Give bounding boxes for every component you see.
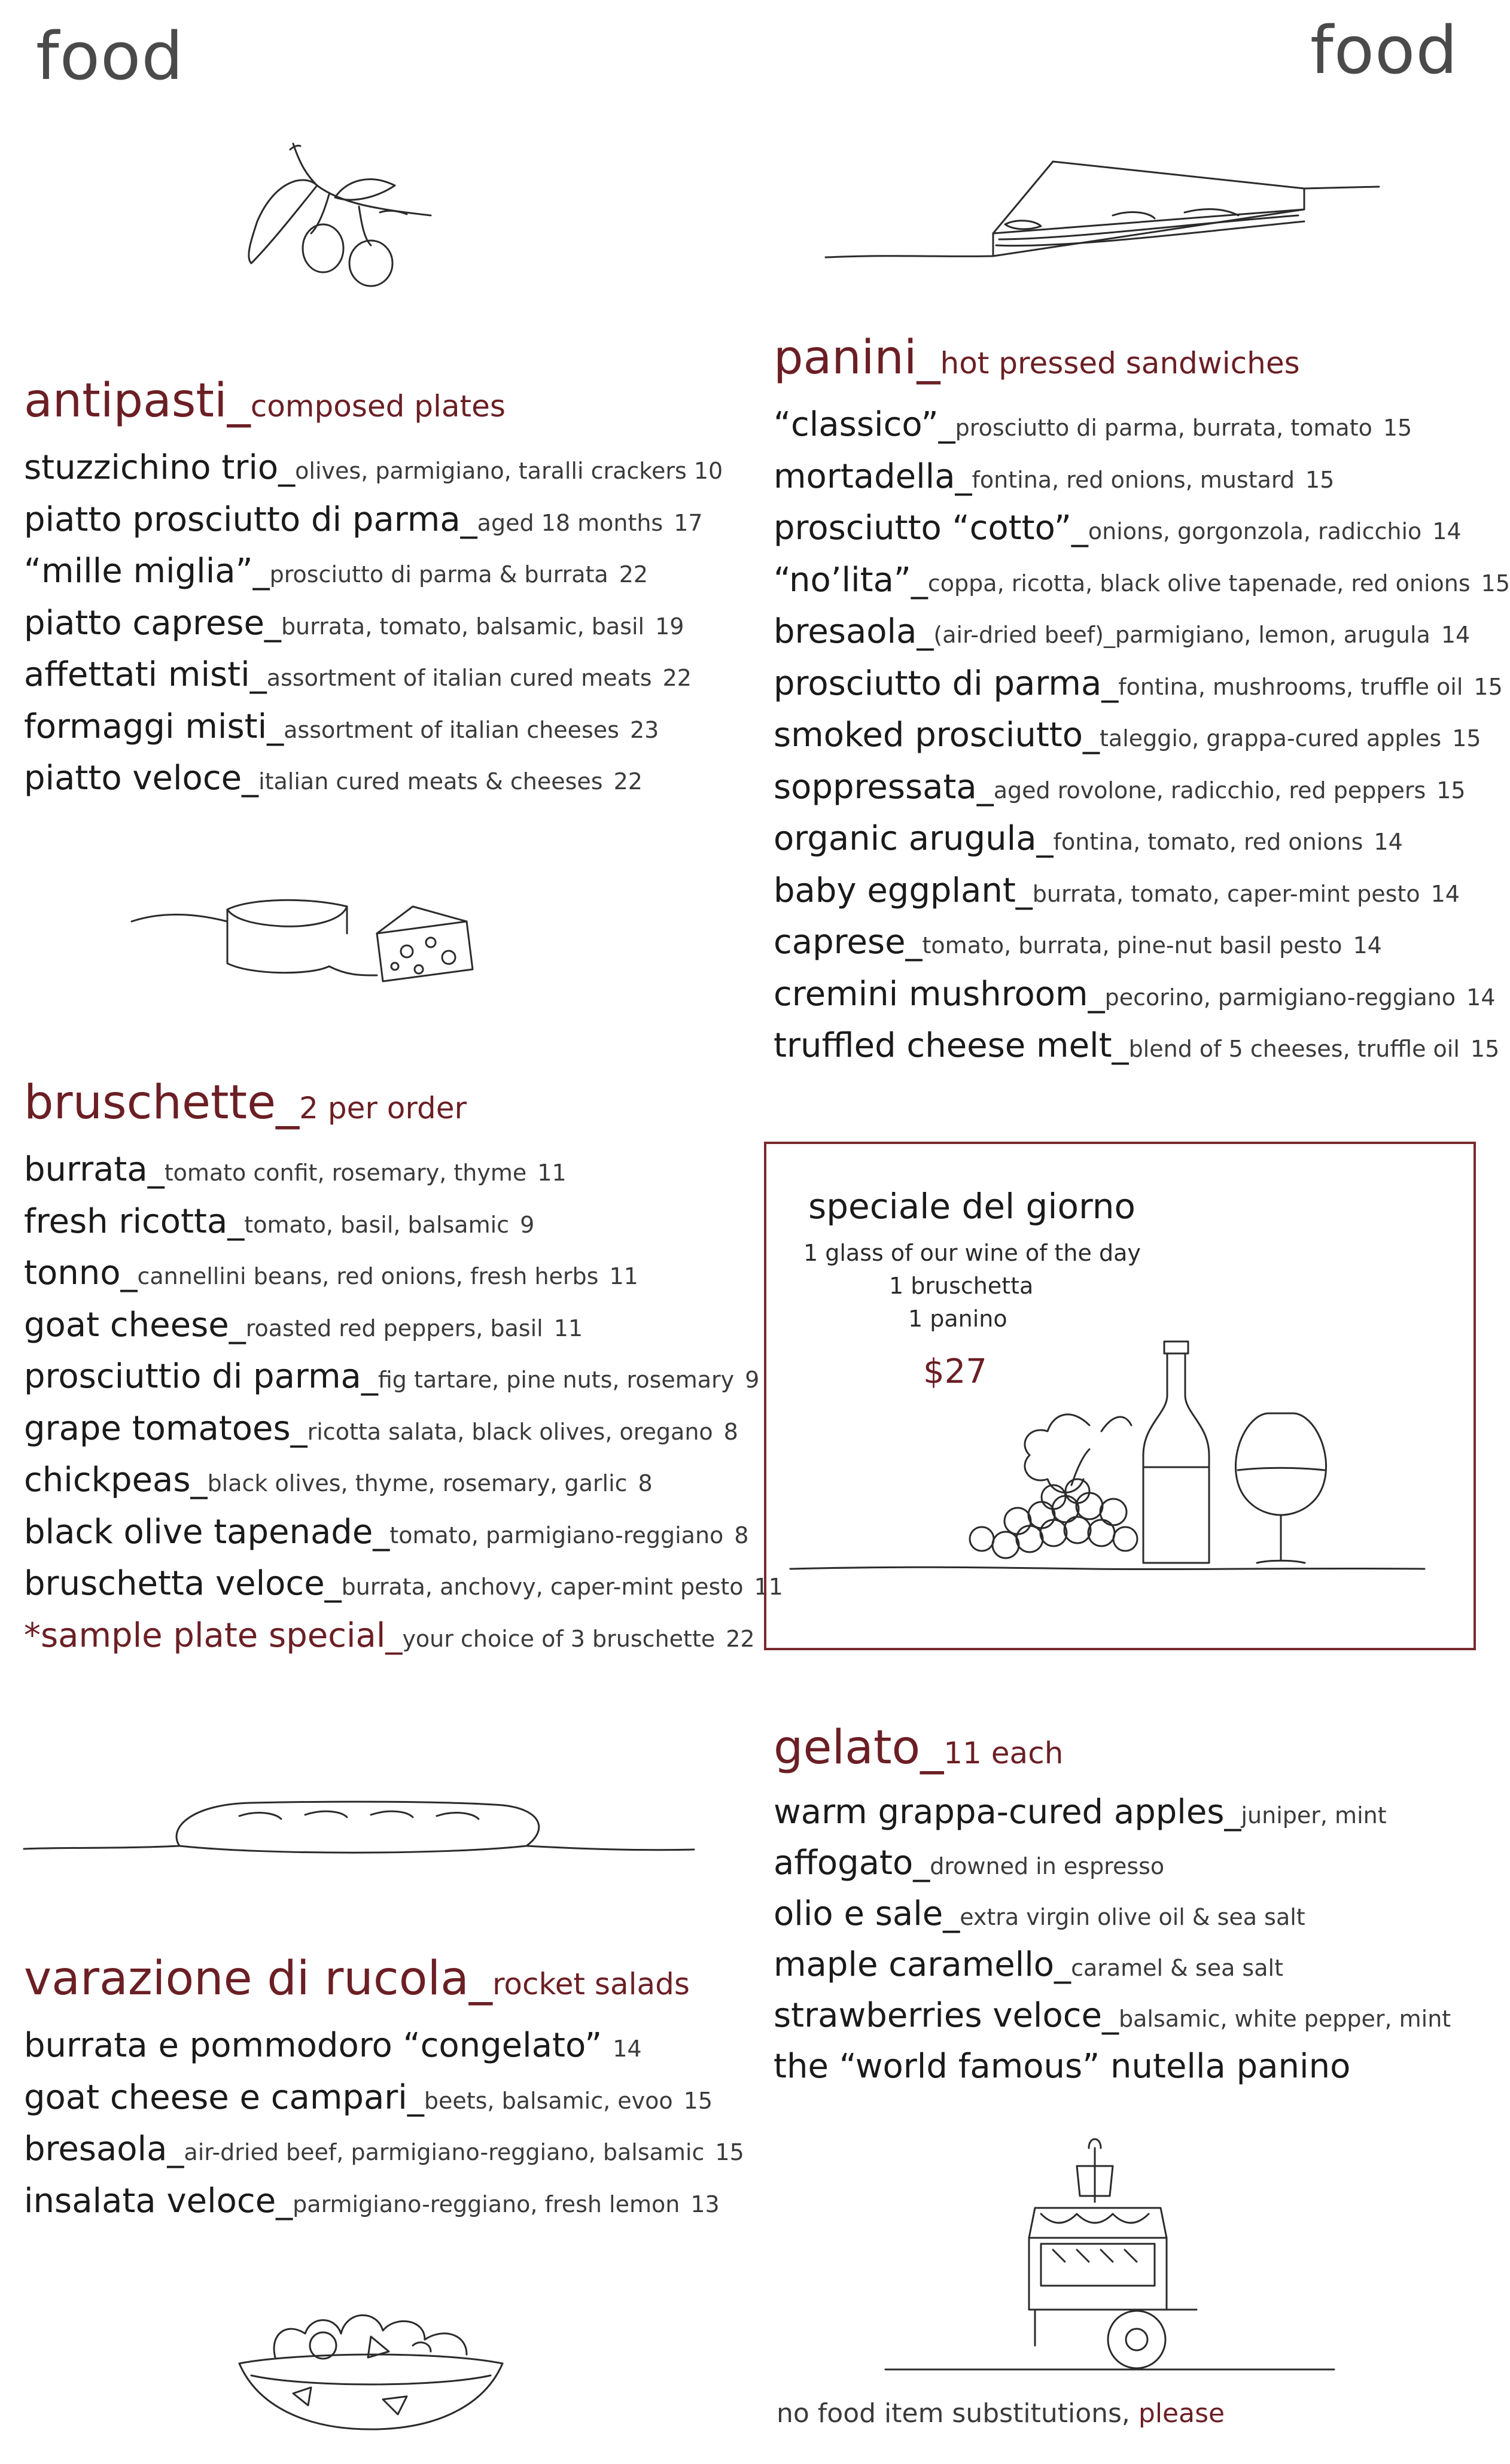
menu-item: [24, 1306, 783, 1358]
panini-heading: [774, 331, 1510, 385]
item-description: onions, gorgonzola, radicchio: [1088, 518, 1422, 544]
rucola-section: [24, 1952, 744, 2233]
item-price: 8: [734, 1522, 749, 1549]
item-description: tomato, burrata, pine-nut basil pesto: [922, 932, 1342, 959]
special-line: 1 bruschetta: [889, 1273, 1034, 1299]
menu-item: [774, 819, 1510, 871]
item-name: stuzzichino trio_: [24, 448, 296, 487]
menu-item: [24, 2078, 744, 2130]
item-name: piatto veloce_: [24, 759, 259, 798]
menu-item: [24, 2182, 744, 2234]
item-description: drowned in espresso: [930, 1853, 1165, 1879]
menu-item: [774, 716, 1510, 768]
item-name: the “world famous” nutella panino: [774, 2047, 1351, 2086]
item-name: soppressata_: [774, 767, 994, 807]
item-name: caprese_: [774, 923, 923, 962]
item-name: strawberries veloce_: [774, 1996, 1119, 2035]
item-description: blend of 5 cheeses, truffle oil: [1128, 1036, 1460, 1062]
rucola-subtitle: rocket salads: [492, 1967, 690, 2001]
item-description: fontina, tomato, red onions: [1053, 829, 1363, 855]
menu-item: [774, 1894, 1451, 1945]
antipasti-section: [24, 374, 723, 811]
item-description: prosciutto di parma, burrata, tomato: [955, 415, 1372, 441]
item-description: olives, parmigiano, taralli crackers 10: [295, 458, 723, 484]
food-title-right: food: [1310, 12, 1459, 89]
menu-item: [24, 448, 723, 500]
item-name: bresaola_: [24, 2130, 184, 2168]
item-name: piatto caprese_: [24, 603, 281, 643]
item-price: 22: [619, 561, 649, 588]
item-description: beets, balsamic, evoo: [424, 2087, 673, 2114]
item-description: assortment of italian cheeses: [284, 716, 619, 743]
item-description: fig tartare, pine nuts, rosemary: [378, 1367, 735, 1393]
item-price: 15: [1436, 777, 1466, 804]
item-description: parmigiano-reggiano, fresh lemon: [293, 2191, 680, 2217]
menu-item: [24, 1564, 783, 1616]
menu-item: [774, 664, 1510, 716]
footer-please: please: [1138, 2398, 1225, 2429]
item-name: “mille miglia”_: [24, 552, 270, 591]
menu-item: [24, 1461, 783, 1513]
item-name: warm grappa-cured apples_: [774, 1793, 1241, 1832]
item-name: prosciutto di parma_: [774, 664, 1119, 703]
item-name: chickpeas_: [24, 1461, 208, 1499]
menu-item: [24, 1513, 783, 1565]
item-price: 9: [745, 1367, 760, 1393]
item-price: 22: [662, 665, 692, 691]
item-price: 11: [609, 1263, 638, 1289]
item-description: tomato, basil, balsamic: [244, 1211, 510, 1238]
item-price: 11: [754, 1574, 783, 1600]
footer-note: [777, 2398, 1225, 2429]
menu-item: [774, 1844, 1451, 1894]
menu-item: [24, 604, 723, 656]
menu-item: [24, 552, 723, 604]
item-name: *sample plate special_: [24, 1616, 403, 1655]
special-of-the-day-box: [764, 1142, 1476, 1650]
menu-item: [774, 405, 1510, 457]
item-price: 15: [683, 2087, 713, 2114]
special-title: speciale del giorno: [808, 1186, 1136, 1227]
item-description: extra virgin olive oil & sea salt: [960, 1904, 1305, 1930]
item-price: 11: [553, 1315, 583, 1341]
item-price: 14: [1466, 984, 1496, 1011]
item-description: pecorino, parmigiano-reggiano: [1104, 984, 1456, 1011]
antipasti-title: antipasti_: [24, 374, 251, 428]
menu-item: [774, 561, 1510, 613]
item-name: prosciutto “cotto”_: [774, 509, 1088, 547]
food-title-left: food: [36, 18, 184, 95]
gelato-heading: [774, 1721, 1451, 1775]
menu-item: [24, 1202, 783, 1254]
menu-item: [774, 509, 1510, 561]
item-price: 23: [629, 716, 659, 743]
panini-section: [774, 331, 1510, 1078]
item-price: 11: [537, 1160, 567, 1186]
menu-item: [24, 707, 723, 759]
item-name: prosciuttio di parma_: [24, 1357, 378, 1396]
item-price: 15: [1470, 1036, 1500, 1062]
item-name: goat cheese_: [24, 1305, 246, 1344]
item-description: black olives, thyme, rosemary, garlic: [207, 1470, 628, 1496]
item-name: truffled cheese melt_: [774, 1026, 1129, 1065]
wine-grapes-icon: [790, 1324, 1448, 1623]
item-name: affettati misti_: [24, 655, 267, 694]
menu-item: [774, 1996, 1451, 2047]
menu-item: [774, 1793, 1451, 1844]
menu-item-special: [24, 1616, 783, 1668]
panini-subtitle: hot pressed sandwiches: [940, 346, 1300, 381]
item-price: 8: [638, 1470, 653, 1496]
bruschette-heading: [24, 1076, 783, 1130]
item-price: 14: [613, 2036, 642, 2062]
item-name: tonno_: [24, 1254, 138, 1292]
item-name: smoked prosciutto_: [774, 716, 1100, 755]
item-description: aged 18 months: [477, 509, 663, 536]
menu-item: [774, 1945, 1451, 1996]
item-name: maple caramello_: [774, 1945, 1071, 1984]
item-description: aged rovolone, radicchio, red peppers: [993, 777, 1426, 804]
item-description: burrata, anchovy, caper-mint pesto: [341, 1574, 744, 1600]
item-price: 17: [674, 509, 703, 536]
menu-item: [774, 768, 1510, 820]
item-name: burrata_: [24, 1150, 165, 1189]
item-description: assortment of italian cured meats: [266, 665, 652, 691]
item-name: organic arugula_: [774, 819, 1054, 858]
item-description: fontina, red onions, mustard: [972, 466, 1295, 493]
bruschette-section: [24, 1076, 783, 1668]
item-description: burrata, tomato, caper-mint pesto: [1032, 880, 1420, 907]
item-description: coppa, ricotta, black olive tapenade, red onions: [927, 570, 1471, 597]
item-description: prosciutto di parma & burrata: [269, 561, 608, 588]
special-line: 1 glass of our wine of the day: [803, 1240, 1141, 1266]
item-price: 9: [520, 1211, 535, 1238]
menu-item: [24, 2130, 744, 2182]
cheese-icon: [132, 886, 479, 1017]
item-name: black olive tapenade_: [24, 1512, 390, 1552]
panini-title: panini_: [774, 331, 940, 385]
item-price: 15: [1481, 570, 1510, 597]
item-name: baby eggplant_: [774, 871, 1033, 910]
item-description: italian cured meats & cheeses: [258, 768, 603, 795]
item-name: mortadella_: [774, 457, 972, 496]
item-description: cannellini beans, red onions, fresh herbs: [137, 1263, 599, 1289]
baguette-icon: [24, 1792, 694, 1870]
menu-item: [774, 975, 1510, 1027]
item-price: 14: [1432, 518, 1462, 544]
bruschette-title: bruschette_: [24, 1076, 300, 1130]
menu-item: [24, 655, 723, 707]
item-price: 8: [723, 1418, 738, 1445]
gelato-cart-icon: [885, 2130, 1340, 2381]
item-name: goat cheese e campari_: [24, 2077, 424, 2117]
item-description: fontina, mushrooms, truffle oil: [1118, 673, 1463, 700]
salad-bowl-icon: [233, 2298, 509, 2435]
menu-item: [774, 871, 1510, 923]
item-description: balsamic, white pepper, mint: [1118, 2006, 1451, 2032]
menu-item: [24, 1150, 783, 1202]
item-name: cremini mushroom_: [774, 974, 1105, 1014]
menu-item: [774, 2047, 1451, 2098]
item-description: juniper, mint: [1241, 1802, 1387, 1829]
special-line: 1 panino: [908, 1306, 1007, 1332]
gelato-subtitle: 11 each: [943, 1736, 1064, 1771]
item-price: 15: [1452, 725, 1481, 752]
item-price: 14: [1430, 880, 1460, 907]
special-price: $27: [923, 1352, 987, 1391]
menu-item: [24, 759, 723, 811]
item-name: affogato_: [774, 1844, 930, 1882]
item-name: olio e sale_: [774, 1894, 960, 1933]
menu-item: [24, 500, 723, 552]
menu-item: [24, 1409, 783, 1461]
rucola-title: varazione di rucola_: [24, 1952, 492, 2006]
item-price: 15: [1305, 466, 1335, 493]
menu-item: [24, 1254, 783, 1306]
item-name: piatto prosciutto di parma_: [24, 500, 477, 539]
item-description: caramel & sea salt: [1071, 1955, 1283, 1981]
menu-item: [774, 612, 1510, 664]
gelato-title: gelato_: [774, 1721, 944, 1775]
item-price: 22: [726, 1625, 755, 1652]
item-name: bruschetta veloce_: [24, 1564, 342, 1603]
item-name: “classico”_: [774, 405, 955, 444]
item-price: 19: [655, 613, 684, 640]
menu-item: [774, 1026, 1510, 1078]
item-description: roasted red peppers, basil: [245, 1315, 543, 1341]
item-price: 15: [1474, 673, 1503, 700]
item-name: bresaola_: [774, 612, 934, 651]
sandwich-icon: [826, 150, 1388, 269]
item-price: 14: [1374, 829, 1403, 855]
olive-branch-icon: [233, 138, 449, 293]
menu-item: [24, 1357, 783, 1409]
item-description: (air-dried beef)_parmigiano, lemon, arugula: [933, 622, 1430, 648]
item-description: tomato confit, rosemary, thyme: [164, 1160, 527, 1186]
item-description: air-dried beef, parmigiano-reggiano, balsamic: [184, 2139, 705, 2165]
item-price: 22: [613, 768, 643, 795]
menu-item: [774, 923, 1510, 975]
antipasti-heading: [24, 374, 723, 428]
gelato-section: [774, 1721, 1451, 2098]
item-price: 15: [1383, 415, 1412, 441]
item-name: insalata veloce_: [24, 2181, 293, 2220]
item-name: fresh ricotta_: [24, 1201, 245, 1241]
antipasti-subtitle: composed plates: [250, 389, 506, 424]
item-description: your choice of 3 bruschette: [402, 1625, 716, 1652]
rucola-heading: [24, 1952, 744, 2006]
item-description: ricotta salata, black olives, oregano: [307, 1418, 713, 1445]
item-price: 14: [1353, 932, 1382, 959]
item-name: formaggi misti_: [24, 707, 284, 746]
footer-text: no food item substitutions,: [777, 2398, 1130, 2429]
item-description: burrata, tomato, balsamic, basil: [281, 613, 645, 640]
item-price: 14: [1441, 622, 1471, 648]
item-name: grape tomatoes_: [24, 1409, 308, 1448]
item-name: burrata e pommodoro “congelato”: [24, 2026, 602, 2065]
menu-item: [774, 457, 1510, 509]
item-description: taleggio, grappa-cured apples: [1100, 725, 1442, 752]
item-price: 13: [690, 2191, 720, 2217]
item-name: “no’lita”_: [774, 560, 928, 600]
bruschette-subtitle: 2 per order: [299, 1091, 467, 1125]
menu-item: [24, 2026, 744, 2078]
item-price: 15: [715, 2139, 744, 2165]
item-description: tomato, parmigiano-reggiano: [389, 1522, 724, 1549]
